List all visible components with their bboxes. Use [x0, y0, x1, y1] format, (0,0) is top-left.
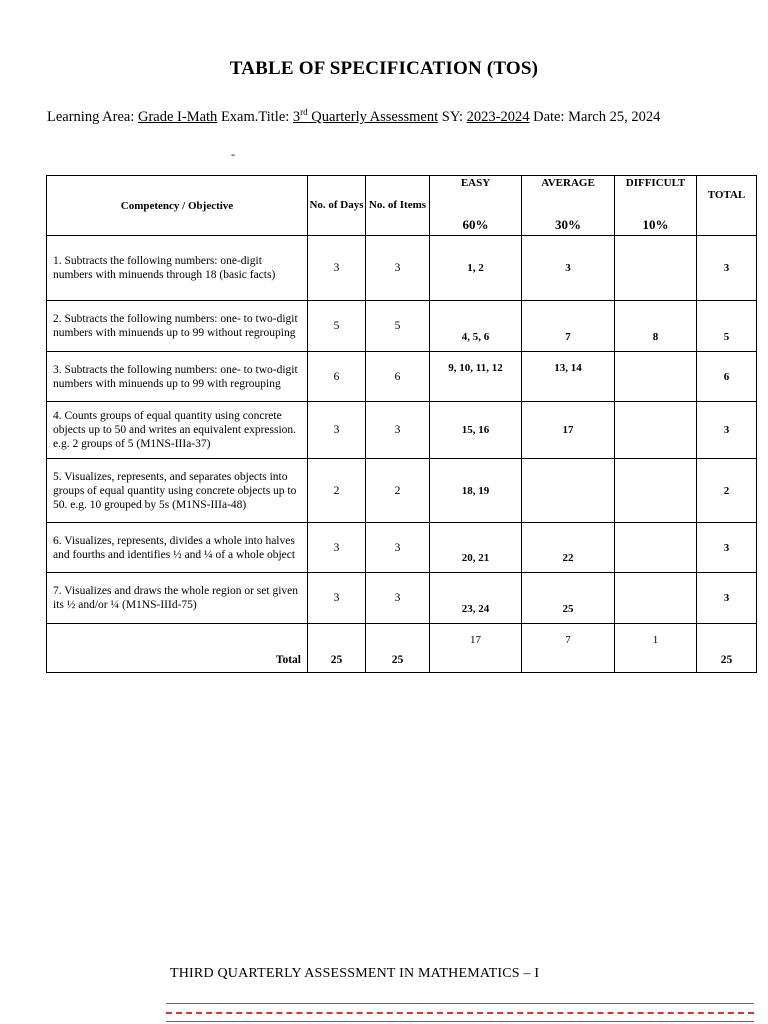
footer-rule-bottom	[166, 1021, 754, 1022]
items-cell: 3	[366, 236, 430, 301]
table-row	[47, 573, 757, 624]
table-row	[47, 352, 757, 402]
difficult-cell	[615, 523, 697, 573]
difficult-cell	[615, 459, 697, 523]
competency-cell: 2. Subtracts the following numbers: one- to two-digit numbers with minuends up to 99 without regrouping	[47, 301, 308, 352]
competency-cell: 4. Counts groups of equal quantity using concrete objects up to 50 and writes an equivalent expression. e.g. 2 groups of 5 (M1NS-IIIa-37)	[47, 402, 308, 459]
days-cell: 2	[308, 459, 366, 523]
items-cell: 5	[366, 301, 430, 352]
items-cell: 3	[366, 523, 430, 573]
header-difficult: DIFFICULT 10%	[615, 176, 697, 236]
average-cell: 17	[522, 402, 615, 459]
date-label: Date:	[529, 108, 565, 125]
competency-cell: 3. Subtracts the following numbers: one- to two-digit numbers with minuends up to 99 with regrouping	[47, 352, 308, 402]
easy-cell: 23, 24	[430, 573, 522, 624]
total-cell: 5	[697, 301, 757, 352]
items-cell: 6	[366, 352, 430, 402]
footer-rule-top	[166, 1003, 754, 1004]
exam-title-value: 3rd Quarterly Assessment	[292, 107, 439, 125]
grand-total-cell: 25	[697, 624, 757, 673]
total-label: Total	[47, 624, 308, 673]
header-easy: EASY 60%	[430, 176, 522, 236]
average-percent: 30%	[555, 217, 581, 232]
days-cell: 5	[308, 301, 366, 352]
total-cell: 3	[697, 236, 757, 301]
stray-mark: -	[231, 147, 235, 161]
table-row	[47, 523, 757, 573]
sy-label: SY:	[441, 108, 464, 125]
header-average: AVERAGE 30%	[522, 176, 615, 236]
total-items-cell: 25	[366, 624, 430, 673]
days-cell: 3	[308, 236, 366, 301]
table-row	[47, 459, 757, 523]
easy-cell: 20, 21	[430, 523, 522, 573]
total-cell: 3	[697, 573, 757, 624]
easy-cell: 1, 2	[430, 236, 522, 301]
date-value: March 25, 2024	[568, 108, 661, 125]
header-days: No. of Days	[308, 176, 366, 236]
table-header-row	[47, 176, 757, 236]
days-cell: 3	[308, 402, 366, 459]
total-easy-cell: 17	[430, 624, 522, 673]
competency-cell: 7. Visualizes and draws the whole region or set given its ½ and/or ¼ (M1NS-IIId-75)	[47, 573, 308, 624]
total-cell: 2	[697, 459, 757, 523]
difficult-cell: 8	[615, 301, 697, 352]
learning-area-value: Grade I-Math	[138, 108, 218, 125]
competency-cell: 5. Visualizes, represents, and separates objects into groups of equal quantity using concrete objects up to 50. e.g. 10 grouped by 5s (M1NS-IIIa-48)	[47, 459, 308, 523]
total-cell: 6	[697, 352, 757, 402]
header-competency: Competency / Objective	[47, 176, 308, 236]
days-cell: 6	[308, 352, 366, 402]
items-cell: 2	[366, 459, 430, 523]
total-cell: 3	[697, 402, 757, 459]
difficult-cell	[615, 236, 697, 301]
competency-cell: 1. Subtracts the following numbers: one-digit numbers with minuends through 18 (basic facts)	[47, 236, 308, 301]
difficult-cell	[615, 573, 697, 624]
exam-info-line	[47, 107, 660, 126]
header-items: No. of Items	[366, 176, 430, 236]
learning-area-label: Learning Area:	[47, 108, 135, 125]
specification-table	[46, 175, 757, 673]
easy-cell: 18, 19	[430, 459, 522, 523]
average-cell: 3	[522, 236, 615, 301]
page-title: TABLE OF SPECIFICATION (TOS)	[229, 58, 539, 79]
easy-cell: 4, 5, 6	[430, 301, 522, 352]
table-row	[47, 402, 757, 459]
table-row	[47, 236, 757, 301]
days-cell: 3	[308, 523, 366, 573]
average-cell: 22	[522, 523, 615, 573]
difficult-percent: 10%	[642, 217, 669, 232]
items-cell: 3	[366, 402, 430, 459]
footer-rule-dashed	[166, 1012, 754, 1014]
total-average-cell: 7	[522, 624, 615, 673]
total-days-cell: 25	[308, 624, 366, 673]
easy-cell: 15, 16	[430, 402, 522, 459]
sy-value: 2023-2024	[466, 108, 530, 125]
difficult-cell	[615, 352, 697, 402]
items-cell: 3	[366, 573, 430, 624]
average-cell: 13, 14	[522, 352, 615, 402]
table-total-row	[47, 624, 757, 673]
days-cell: 3	[308, 573, 366, 624]
average-cell: 7	[522, 301, 615, 352]
easy-cell: 9, 10, 11, 12	[430, 352, 522, 402]
average-cell: 25	[522, 573, 615, 624]
competency-cell: 6. Visualizes, represents, divides a whole into halves and fourths and identifies ½ and ¼ of a whole object	[47, 523, 308, 573]
exam-title-label: Exam.Title:	[217, 108, 290, 125]
header-total: TOTAL	[697, 176, 757, 236]
total-cell: 3	[697, 523, 757, 573]
table-row	[47, 301, 757, 352]
footer-title: THIRD QUARTERLY ASSESSMENT IN MATHEMATICS – I	[170, 966, 540, 981]
difficult-cell	[615, 402, 697, 459]
total-difficult-cell: 1	[615, 624, 697, 673]
average-cell	[522, 459, 615, 523]
easy-percent: 60%	[462, 217, 489, 232]
